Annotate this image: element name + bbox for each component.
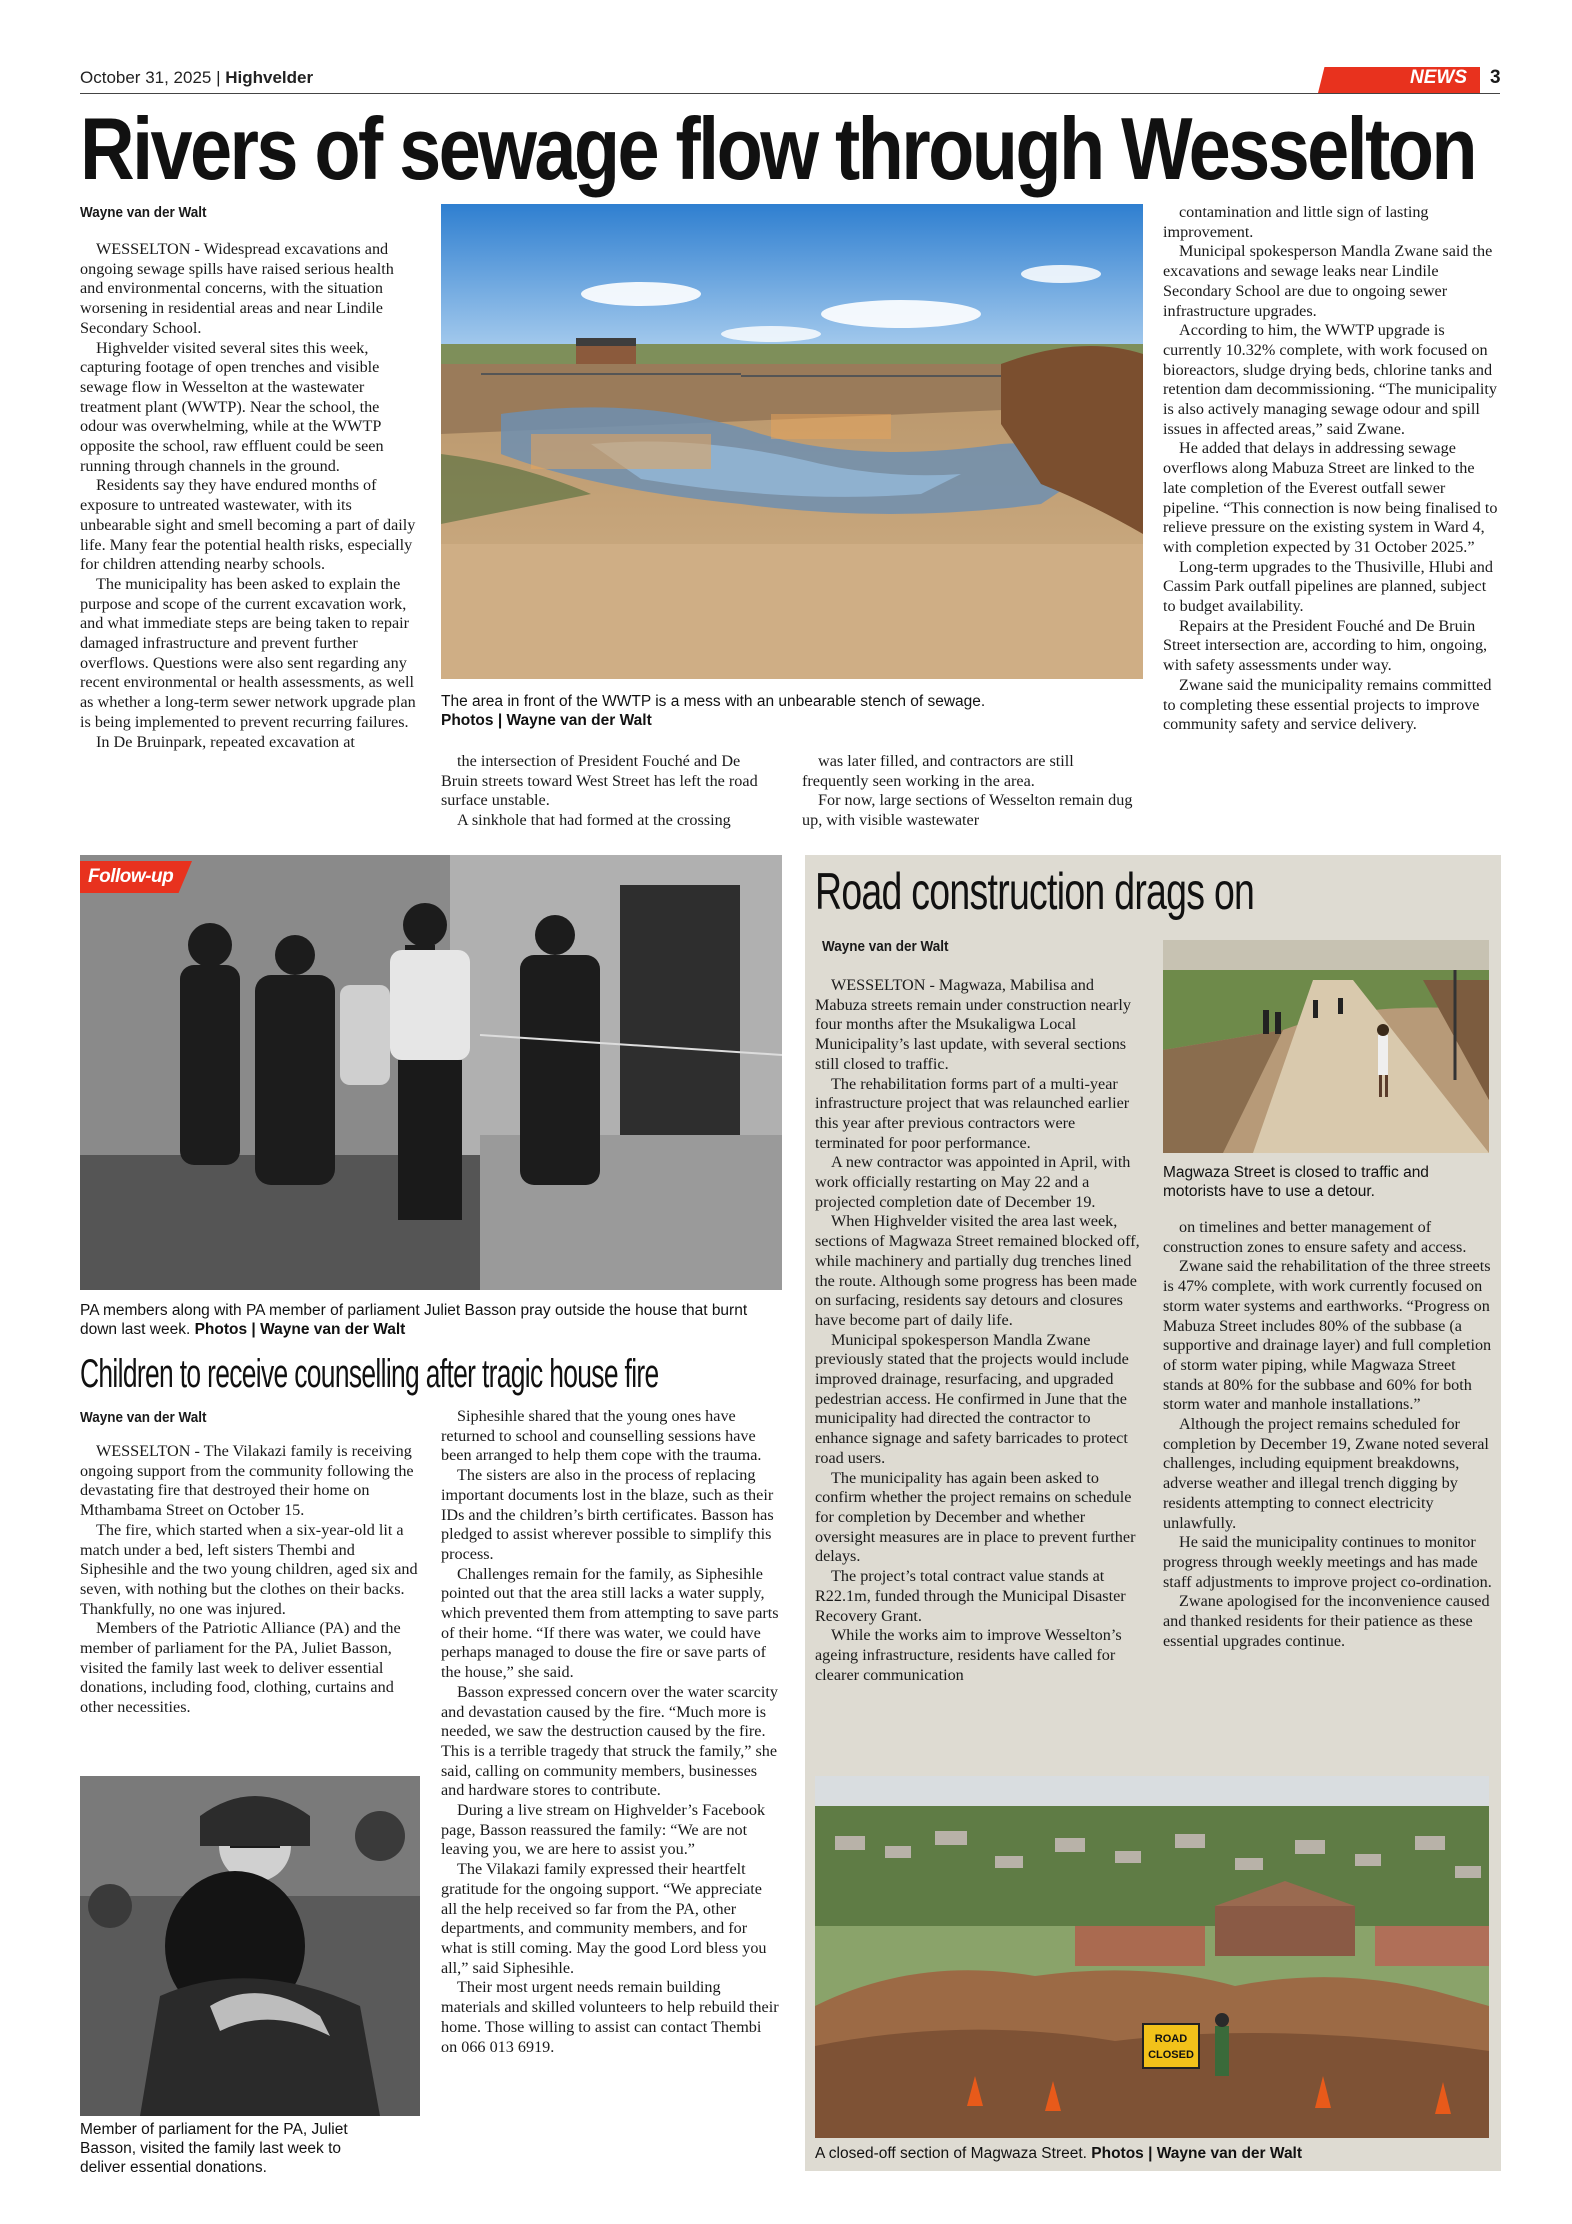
paragraph: on timelines and better management of construction zones to ensure safety and access. [1163,1218,1467,1256]
paragraph: A new contractor was appointed in April, with work officially restarting on May 22 and a projected completion date of December 19. [815,1153,1131,1211]
magwaza-detour-caption: Magwaza Street is closed to traffic and motorists have to use a detour. [1163,1164,1429,1200]
lead-column-3 [802,752,1142,838]
prayer-caption [80,1301,782,1339]
paragraph: Highvelder visited several sites this week, capturing footage of open trenches and visible sewage flow in Wesselton at the wastewater treatment plant (WWTP). Near the school, the odour was overwhelming, while at the WWTP opposite the school, raw effluent could be seen running through channels in the ground. [80,338,384,475]
header-rule [80,93,1500,94]
paragraph: contamination and little sign of lasting improvement. [1163,203,1429,241]
paragraph: The fire, which started when a six-year-old lit a match under a bed, left sisters Thembi and Siphesihle and the two young children, aged six and seven, with nothing but the clothes on their backs. Thankfully, no one was injured. [80,1520,418,1618]
paragraph: Municipal spokesperson Mandla Zwane previously stated that the projects would include improved drainage, resurfacing, and upgraded pedestrian access. He confirmed in June that the municipality had directed the contractor to enhance signage and safety barricades to protect road users. [815,1330,1129,1467]
paragraph: The municipality has again been asked to confirm whether the project remains on schedule for completion by December and whether oversight measures are in place to prevent further delays. [815,1468,1136,1566]
paragraph: During a live stream on Highvelder’s Facebook page, Basson reassured the family: “We are not leaving you, we are here to assist you.” [441,1801,766,1859]
road-closed-sign-line2: CLOSED [1148,2049,1194,2061]
paragraph: WESSELTON - Widespread excavations and ongoing sewage spills have raised serious health and environmental concerns, with the situation worsening in residential areas and near Lindile Secondary School. [80,240,394,337]
paragraph: According to him, the WWTP upgrade is currently 10.32% complete, with work focused on bioreactors, sludge drying beds, chlorine tanks and retention dam decommissioning. “The municipality is also actively managing sewage odour and spill issues in affected areas,” said Zwane. [1163,321,1498,438]
dateline [80,68,313,88]
paragraph: Zwane said the rehabilitation of the three streets is 47% complete, with work currently focused on storm water systems and earthworks. “Progress on Mabuza Street includes 80% of the subbase (a supportive and drainage layer) and full completion of storm water piping, while Magwaza Street stands at 80% for the subbase and 60% for both storm water and manhole installations.” [1163,1257,1492,1414]
paragraph: the intersection of President Fouché and De Bruin streets toward West Street has left the road surface unstable. [441,752,758,810]
road-byline: Wayne van der Walt [822,938,949,955]
paragraph: He said the municipality continues to monitor progress through weekly meetings and has made staff adjustments to improve project co-ordination. [1163,1533,1492,1591]
paragraph: Zwane apologised for the inconvenience caused and thanked residents for their patience as these essential upgrades continue. [1163,1592,1490,1650]
paragraph: The Vilakazi family expressed their heartfelt gratitude for the ongoing support. “We appreciate all the help received so far from the PA, other departments, and community members, and for what is still coming. May the good Lord bless you all,” said Siphesihle. [441,1860,767,1977]
paragraph: The sisters are also in the process of replacing important documents lost in the blaze, such as their IDs and the children’s birth certificates. Basson has pledged to assist wherever possible to simplify this process. [441,1466,774,1563]
paragraph: In De Bruinpark, repeated excavation at [96,732,355,751]
wwtp-photo-credit: Photos | Wayne van der Walt [441,712,652,729]
lead-byline: Wayne van der Walt [80,204,207,221]
section-label: NEWS [1410,67,1467,88]
page-number: 3 [1490,67,1501,88]
publication-name: Highvelder [225,68,314,87]
lead-column-4 [1163,203,1501,837]
followup-column-2 [441,1407,781,2181]
paragraph: Although the project remains scheduled for completion by December 19, Zwane noted several challenges, including equipment breakdowns, adverse weather and illegal trench digging by residents attempting to connect electricity unlawfully. [1163,1415,1489,1532]
paragraph: The municipality has been asked to explain the purpose and scope of the current excavation work, and what immediate steps are being taken to repair damaged infrastructure and prevent further overflows. Questions were also sent regarding any recent environmental or health assessments, as well as whether a long-term sewer network upgrade plan is being implemented to prevent recurring failures. [80,574,416,731]
road-column-2 [1163,1218,1493,1768]
magwaza-closed-caption [815,2144,1489,2163]
basson-photo [80,1776,420,2116]
paragraph: Municipal spokesperson Mandla Zwane said the excavations and sewage leaks near Lindile Secondary School are due to ongoing sewer infrastructure upgrades. [1163,242,1493,320]
magwaza-closed-caption-text: A closed-off section of Magwaza Street. [815,2145,1092,2162]
basson-caption: Member of parliament for the PA, Juliet Basson, visited the family last week to deliver essential donations. [80,2121,348,2176]
paragraph: Siphesihle shared that the young ones have returned to school and counselling sessions have been arranged to help them cope with the trauma. [441,1407,762,1465]
paragraph: While the works aim to improve Wesselton’s ageing infrastructure, residents have called for clearer communication [815,1626,1122,1684]
lead-headline: Rivers of sewage flow through Wesselton [80,99,1476,198]
followup-column-1 [80,1442,420,1762]
paragraph: When Highvelder visited the area last week, sections of Magwaza Street remained blocked off, while machinery and partially dug trenches lined the route. Although some progress has been made on surfacing, residents say detours and closures have become part of daily life. [815,1212,1140,1329]
issue-date: October 31, 2025 | [80,68,226,87]
wwtp-caption-text: The area in front of the WWTP is a mess with an unbearable stench of sewage. [441,693,986,710]
wwtp-caption [441,692,1143,730]
followup-label: Follow-up [88,866,174,887]
paragraph: The project’s total contract value stands at R22.1m, funded through the Municipal Disaster Recovery Grant. [815,1567,1126,1625]
road-column-1 [815,976,1145,1768]
lead-column-2 [441,752,781,838]
magwaza-detour-photo [1163,940,1489,1153]
prayer-caption-text: PA members along with PA member of parliament Juliet Basson pray outside the house that burnt down last week. [80,1302,748,1338]
paragraph: was later filled, and contractors are still frequently seen working in the area. [802,752,1074,790]
paragraph: WESSELTON - Magwaza, Mabilisa and Mabuza streets remain under construction nearly four months after the Msukaligwa Local Municipality’s last update, with several sections still closed to traffic. [815,976,1131,1073]
paragraph: Basson expressed concern over the water scarcity and devastation caused by the fire. “Much more is needed, we saw the destruction caused by the fire. This is a terrible tragedy that struck the family,” she said, calling on community members, businesses and hardware stores to contribute. [441,1682,778,1800]
paragraph: Their most urgent needs remain building materials and skilled volunteers to help rebuild their home. Those willing to assist can contact Thembi on 066 013 6919. [441,1978,779,2056]
paragraph: Residents say they have endured months of exposure to untreated wastewater, with its unbearable sight and smell becoming a part of daily life. Many fear the potential health risks, especially for children attending nearby schools. [80,476,416,574]
paragraph: A sinkhole that had formed at the crossing [457,811,731,830]
paragraph: WESSELTON - The Vilakazi family is receiving ongoing support from the community following the devastating fire that destroyed their home on Mthambama Street on October 15. [80,1442,414,1520]
paragraph: Challenges remain for the family, as Siphesihle pointed out that the area still lacks a water supply, which prevented them from attempting to save parts of their home. “If there was water, we could have perhaps managed to douse the fire or save parts of the house,” she said. [441,1564,779,1682]
prayer-photo-credit: Photos | Wayne van der Walt [194,1321,406,1338]
road-headline: Road construction drags on [815,863,1255,921]
magwaza-closed-photo-credit: Photos | Wayne van der Walt [1091,2145,1303,2162]
prayer-photo [80,855,782,1290]
magwaza-closed-photo [815,1776,1489,2138]
paragraph: Long-term upgrades to the Thusiville, Hlubi and Cassim Park outfall pipelines are planned, subject to budget availability. [1163,557,1493,616]
paragraph: For now, large sections of Wesselton remain dug up, with visible wastewater [802,791,1133,830]
followup-headline: Children to receive counselling after tragic house fire [80,1352,659,1396]
road-closed-sign-line1: ROAD [1154,2033,1188,2045]
paragraph: He added that delays in addressing sewage overflows along Mabuza Street are linked to the late completion of the Everest outfall sewer pipeline. “This connection is now being finalised to relieve pressure on the existing system in Ward 4, with completion expected by 31 October 2025.” [1163,439,1498,556]
lead-column-1 [80,240,420,836]
paragraph: Members of the Patriotic Alliance (PA) and the member of parliament for the PA, Juliet Basson, visited the family last week to deliver essential donations, including food, clothing, curtains and other necessities. [80,1619,401,1717]
paragraph: The rehabilitation forms part of a multi-year infrastructure project that was relaunched earlier this year after previous contractors were terminated for poor performance. [815,1074,1130,1152]
wwtp-photo [441,204,1143,679]
followup-byline: Wayne van der Walt [80,1409,207,1426]
paragraph: Repairs at the President Fouché and De Bruin Street intersection are, according to him, ongoing, with safety assessments under way. [1163,616,1488,675]
paragraph: Zwane said the municipality remains committed to completing these essential projects to improve community safety and service delivery. [1163,675,1492,734]
